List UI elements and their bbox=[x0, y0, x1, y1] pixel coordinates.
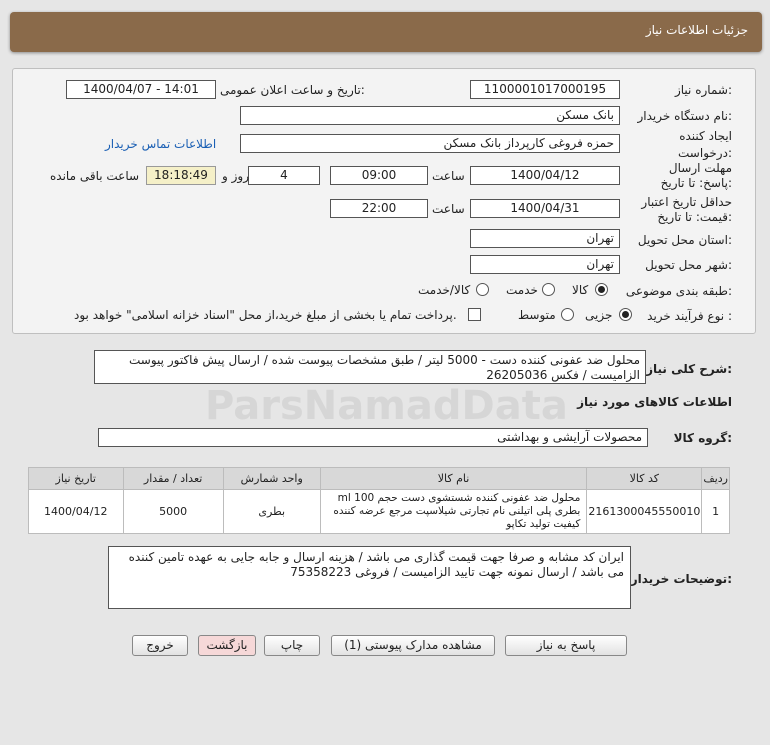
days-remaining-field: 4 bbox=[248, 166, 320, 185]
print-button[interactable]: چاپ bbox=[264, 635, 320, 656]
need-number-field: 1100001017000195 bbox=[470, 80, 620, 99]
summary-label: شرح کلی نیاز: bbox=[646, 362, 732, 376]
row-date: 1400/04/12 bbox=[29, 490, 124, 534]
buyer-org-field: بانک مسکن bbox=[240, 106, 620, 125]
process-type-label: نوع فرآیند خرید : bbox=[647, 309, 732, 323]
time-remaining-field: 18:18:49 bbox=[146, 166, 216, 185]
watermark-text: ParsNamadData bbox=[205, 383, 568, 429]
buyer-contact-link[interactable]: اطلاعات تماس خریدار bbox=[105, 137, 217, 151]
treasury-payment-note: پرداخت تمام یا بخشی از مبلغ خرید،از محل "اسناد خزانه اسلامی" خواهد بود. bbox=[74, 308, 457, 322]
page-title: جزئیات اطلاعات نیاز bbox=[645, 23, 748, 37]
exit-button[interactable]: خروج bbox=[132, 635, 188, 656]
days-label: روز و bbox=[222, 169, 249, 183]
table-row bbox=[29, 490, 730, 534]
announce-datetime-field: 1400/04/07 - 14:01 bbox=[66, 80, 216, 99]
row-name: محلول ضد عفونی کننده شستشوی دست حجم 100 ml بطری پلی اتیلنی نام تجارتی شیلاسپت مرجع عرضه کننده کیفیت تولید تکاپو bbox=[320, 490, 587, 534]
buyer-org-label: نام دستگاه خریدار: bbox=[637, 109, 732, 123]
city-field: تهران bbox=[470, 255, 620, 274]
col-row-header: ردیف bbox=[702, 468, 730, 490]
category-both-label: کالا/خدمت bbox=[418, 283, 471, 297]
deadline-time-field[interactable]: 09:00 bbox=[330, 166, 428, 185]
col-code-header: کد کالا bbox=[587, 468, 702, 490]
goods-group-field: محصولات آرایشی و بهداشتی bbox=[98, 428, 648, 447]
reply-button[interactable]: پاسخ به نیاز bbox=[505, 635, 627, 656]
row-index: 1 bbox=[702, 490, 730, 534]
creator-label: ایجاد کننده درخواست: bbox=[678, 129, 732, 160]
goods-section-title: اطلاعات کالاهای مورد نیاز bbox=[577, 395, 732, 409]
creator-field: حمزه فروغی کارپرداز بانک مسکن bbox=[240, 134, 620, 153]
city-label: شهر محل تحویل: bbox=[645, 258, 732, 272]
category-both-radio[interactable] bbox=[476, 283, 489, 296]
view-attachments-button[interactable]: مشاهده مدارک پیوستی (1) bbox=[331, 635, 495, 656]
col-qty-header: تعداد / مقدار bbox=[123, 468, 223, 490]
deadline-date-field[interactable]: 1400/04/12 bbox=[470, 166, 620, 185]
deadline-label: مهلت ارسال پاسخ: تا تاریخ: bbox=[660, 161, 732, 190]
category-service-radio[interactable] bbox=[542, 283, 555, 296]
goods-table bbox=[28, 467, 730, 534]
back-button[interactable]: بازگشت bbox=[198, 635, 256, 656]
col-unit-header: واحد شمارش bbox=[223, 468, 320, 490]
buyer-notes-label: توضیحات خریدار: bbox=[630, 572, 732, 586]
price-validity-date-field[interactable]: 1400/04/31 bbox=[470, 199, 620, 218]
col-date-header: تاریخ نیاز bbox=[29, 468, 124, 490]
treasury-payment-checkbox[interactable] bbox=[468, 308, 481, 321]
summary-text: محلول ضد عفونی کننده دست - 5000 لیتر / طبق مشخصات پیوست شده / ارسال پیش فاکتور پیوست الزامیست / فکس 26205036 bbox=[94, 350, 646, 384]
process-medium-label: متوسط bbox=[518, 308, 556, 322]
buyer-notes-text: ایران کد مشابه و صرفا جهت قیمت گذاری می باشد / هزینه ارسال و جابه جایی به عهده تامین کننده می باشد / ارسال نمونه جهت تایید الزامیست / فروغی 75358223 bbox=[108, 546, 631, 609]
deadline-time-label: ساعت bbox=[432, 169, 465, 183]
announce-label: تاریخ و ساعت اعلان عمومی: bbox=[220, 83, 365, 97]
category-goods-radio[interactable] bbox=[595, 283, 608, 296]
category-label: طبقه بندی موضوعی: bbox=[625, 284, 732, 298]
row-qty: 5000 bbox=[123, 490, 223, 534]
process-partial-radio[interactable] bbox=[619, 308, 632, 321]
province-label: استان محل تحویل: bbox=[637, 233, 732, 247]
time-remaining-label: ساعت باقی مانده bbox=[50, 169, 140, 183]
row-unit: بطری bbox=[223, 490, 320, 534]
province-field: تهران bbox=[470, 229, 620, 248]
category-goods-label: کالا bbox=[572, 283, 589, 297]
process-partial-label: جزیی bbox=[585, 308, 613, 322]
page-header bbox=[10, 12, 762, 52]
goods-table-header bbox=[29, 468, 730, 490]
row-code: 2161300045550010 bbox=[587, 490, 702, 534]
validity-time-label: ساعت bbox=[432, 202, 465, 216]
category-service-label: خدمت bbox=[506, 283, 538, 297]
need-number-label: شماره نیاز: bbox=[674, 83, 732, 97]
price-validity-label: حداقل تاریخ اعتبار قیمت: تا تاریخ: bbox=[641, 195, 732, 224]
col-name-header: نام کالا bbox=[320, 468, 587, 490]
price-validity-time-field[interactable]: 22:00 bbox=[330, 199, 428, 218]
goods-group-label: گروه کالا: bbox=[673, 431, 732, 445]
process-medium-radio[interactable] bbox=[561, 308, 574, 321]
